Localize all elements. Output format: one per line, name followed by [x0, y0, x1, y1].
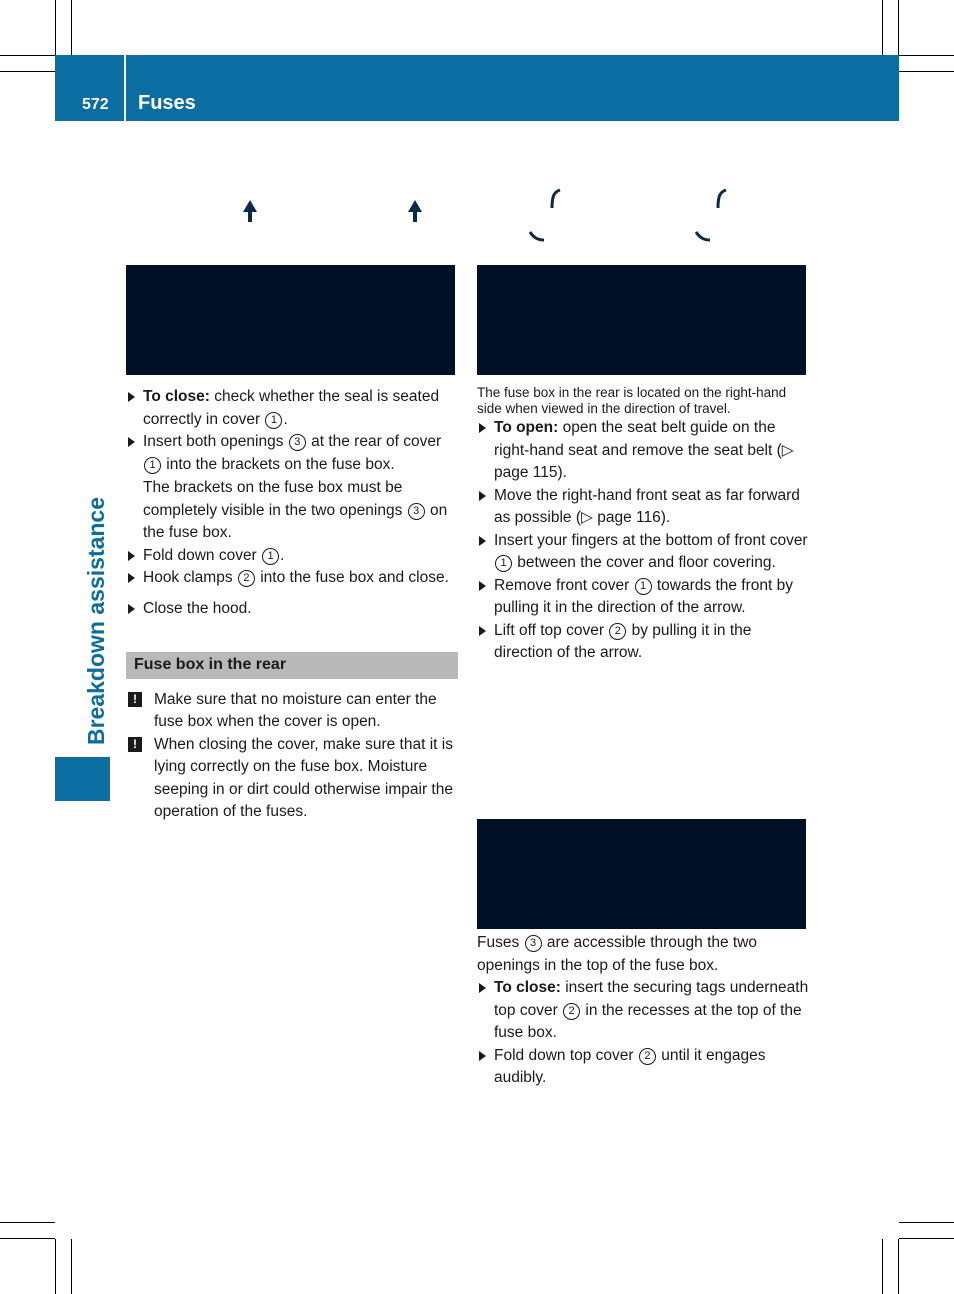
callout-number: 1 — [265, 412, 282, 429]
crop-mark — [898, 1239, 899, 1294]
chapter-label: Breakdown assistance — [83, 496, 109, 745]
instruction-step: Insert both openings 3 at the rear of cover 1 into the brackets on the fuse box. — [126, 431, 458, 476]
rear-fuse-box-photo — [477, 265, 806, 375]
crop-mark — [899, 1238, 954, 1239]
header-divider — [124, 55, 126, 121]
crop-mark — [882, 0, 883, 55]
warning-icon: ! — [128, 737, 142, 752]
instruction-step: Fold down top cover 2 until it engages audibly. — [477, 1045, 809, 1090]
photo-caption: The fuse box in the rear is located on the right-hand side when viewed in the direction of travel. — [477, 385, 787, 416]
callout-number: 3 — [289, 434, 306, 451]
callout-number: 2 — [609, 623, 626, 640]
callout-number: 3 — [525, 935, 542, 952]
instruction-step: Remove front cover 1 towards the front by pulling it in the direction of the arrow. — [477, 575, 809, 620]
callout-number: 2 — [639, 1048, 656, 1065]
crop-mark — [899, 1222, 954, 1223]
engine-fuse-box-photo — [126, 265, 455, 375]
crop-mark — [882, 1239, 883, 1294]
page-number: 572 — [82, 96, 109, 113]
up-arrow-icon — [243, 200, 257, 222]
instruction-step: Insert your fingers at the bottom of front cover 1 between the cover and floor covering. — [477, 530, 809, 575]
callout-number: 2 — [563, 1003, 580, 1020]
instruction-step: Fold down cover 1 . — [126, 545, 458, 568]
crop-mark — [899, 55, 954, 56]
instruction-step: Close the hood. — [126, 598, 458, 621]
callout-number: 1 — [495, 555, 512, 572]
warning-icon: ! — [128, 692, 142, 707]
callout-number: 3 — [408, 503, 425, 520]
instruction-step: Lift off top cover 2 by pulling it in the direction of the arrow. — [477, 620, 809, 665]
instruction-step: Hook clamps 2 into the fuse box and close. — [126, 567, 458, 590]
section-heading: Fuse box in the rear — [126, 652, 458, 679]
instruction-step: To close: insert the securing tags underneath top cover 2 in the recesses at the top of the fuse box. — [477, 977, 809, 1045]
right-column-top — [477, 385, 809, 665]
callout-number: 2 — [238, 570, 255, 587]
callout-number: 1 — [635, 578, 652, 595]
crop-mark — [0, 1238, 55, 1239]
instruction-step: To open: open the seat belt guide on the right-hand seat and remove the seat belt (▷ page 115). — [477, 417, 809, 485]
info-paragraph: Fuses 3 are accessible through the two openings in the top of the fuse box. — [477, 934, 758, 974]
crop-mark — [898, 0, 899, 55]
crop-mark — [71, 0, 72, 55]
callout-number: 1 — [144, 457, 161, 474]
right-column-bottom — [477, 932, 809, 1090]
chapter-tab — [55, 757, 110, 801]
crop-mark — [0, 71, 55, 72]
warning-note: ! Make sure that no moisture can enter the fuse box when the cover is open. — [126, 689, 458, 734]
instruction-step: Move the right-hand front seat as far forward as possible (▷ page 116). — [477, 485, 809, 530]
crop-mark — [55, 1239, 56, 1294]
rear-fuse-box-open-photo — [477, 819, 806, 929]
left-column — [126, 386, 458, 824]
curved-arrow-icon — [530, 190, 726, 240]
crop-mark — [0, 1222, 55, 1223]
up-arrow-icon — [408, 200, 422, 222]
crop-mark — [71, 1239, 72, 1294]
callout-number: 1 — [262, 548, 279, 565]
fuse-box-illustration — [124, 150, 808, 258]
crop-mark — [899, 71, 954, 72]
instruction-note: The brackets on the fuse box must be completely visible in the two openings 3 on the fuse box. — [143, 479, 448, 541]
crop-mark — [0, 55, 55, 56]
warning-note: ! When closing the cover, make sure that it is lying correctly on the fuse box. Moisture seeping in or dirt could otherwise impair the operation of the fuses. — [126, 734, 458, 824]
page-title: Fuses — [138, 92, 196, 114]
crop-mark — [55, 0, 56, 55]
instruction-step: To close: check whether the seal is seated correctly in cover 1 . — [126, 386, 458, 431]
